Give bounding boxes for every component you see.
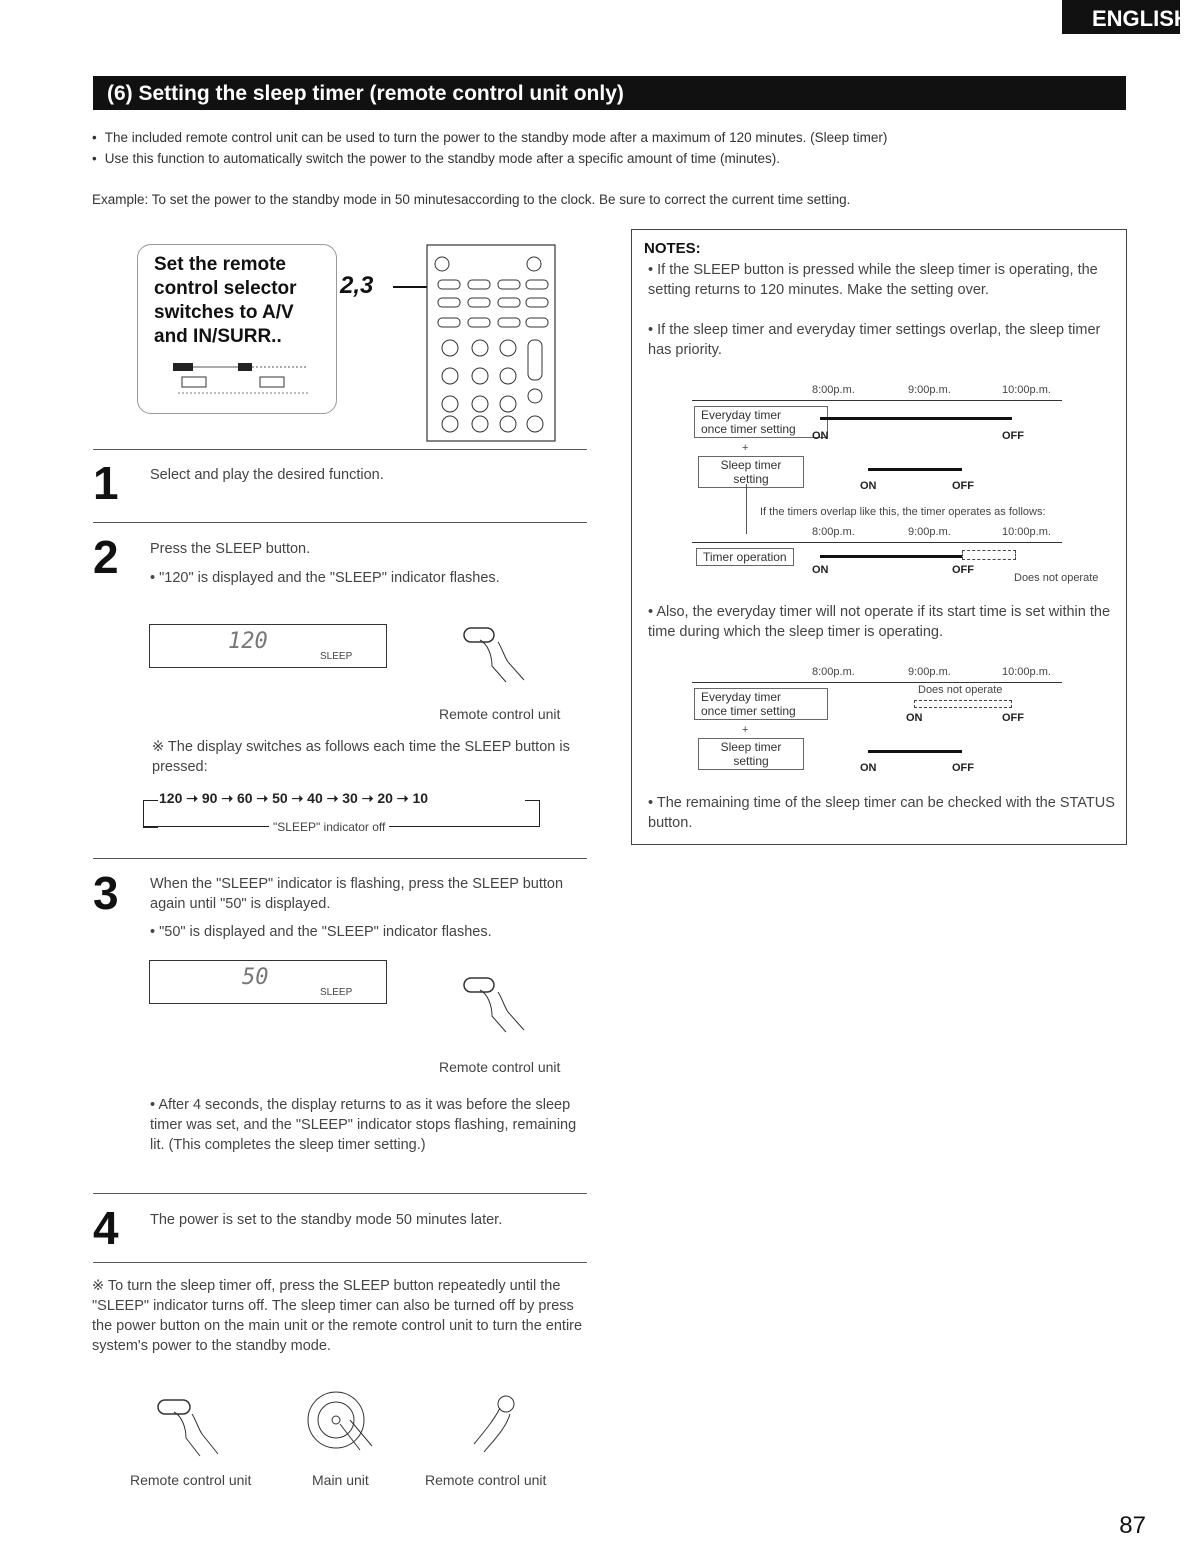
selector-line: control selector <box>154 278 297 299</box>
step-after-note: • After 4 seconds, the display returns to as it was before the sleep timer was set, and the "SLEEP" indicator stops flashing, remaining lit. (This completes the sleep timer setting.) <box>150 1097 577 1153</box>
step-number: 3 <box>93 867 119 919</box>
display-value: 50 <box>242 965 269 990</box>
sleep-indicator: SLEEP <box>320 651 353 662</box>
time-label: 9:00p.m. <box>908 666 951 678</box>
step-text: The power is set to the standby mode 50 minutes later. <box>150 1212 503 1228</box>
divider <box>93 1193 587 1194</box>
time-label: 10:00p.m. <box>1002 384 1051 396</box>
on-label: ON <box>906 712 923 724</box>
sleep-indicator: SLEEP <box>320 987 353 998</box>
time-label: 10:00p.m. <box>1002 526 1051 538</box>
everyday-timer-tag: Everyday timer once timer setting <box>694 406 828 438</box>
time-label: 8:00p.m. <box>812 526 855 538</box>
notes-bullet: • If the sleep timer and everyday timer settings overlap, the sleep timer has priority. <box>648 322 1101 358</box>
off-button-press-icon <box>460 1392 530 1462</box>
does-not-operate-label: Does not operate <box>918 684 1003 696</box>
callout-label: 2,3 <box>340 272 374 299</box>
display-panel <box>149 624 387 668</box>
operation-bar <box>820 555 962 558</box>
cancelled-segment <box>914 700 1012 708</box>
sequence-value: 30 <box>342 790 358 806</box>
notes-bullet: • Also, the everyday timer will not operate if its start time is set within the time during which the sleep timer is operating. <box>648 604 1111 640</box>
sequence-value: 40 <box>307 790 323 806</box>
sleep-timer-bar <box>868 750 962 753</box>
step-bullet: • "50" is displayed and the "SLEEP" indicator flashes. <box>150 924 492 940</box>
sequence-value: 20 <box>377 790 393 806</box>
selector-box <box>137 244 337 414</box>
step-text: Select and play the desired function. <box>150 467 384 483</box>
selector-line: switches to A/V <box>154 302 294 323</box>
sleep-button-press-icon <box>150 1392 230 1462</box>
everyday-blocked-diagram: 8:00p.m. 9:00p.m. 10:00p.m. Everyday timer once timer setting Does not operate ON OFF + Sleep timer setting ON OFF <box>632 662 1126 782</box>
notes-heading: NOTES: <box>644 240 701 257</box>
sleep-sequence: 120 ➝ 90 ➝ 60 ➝ 50 ➝ 40 ➝ 30 ➝ 20 ➝ 10 "SLEEP" indicator off <box>143 790 539 832</box>
notes-bullet: • If the SLEEP button is pressed while the sleep timer is operating, the setting returns to 120 minutes. Make the setting over. <box>648 262 1098 298</box>
sequence-value: 120 <box>159 790 183 806</box>
off-label: OFF <box>952 480 974 492</box>
bottom-caption: Remote control unit <box>130 1472 252 1488</box>
sequence-off-label: "SLEEP" indicator off <box>269 820 389 834</box>
everyday-timer-bar <box>820 417 1012 420</box>
divider <box>93 522 587 523</box>
intro-bullet: • The included remote control unit can be used to turn the power to the standby mode after a maximum of 120 minutes. (Sleep timer) <box>92 130 888 145</box>
language-tab: ENGLISH <box>1062 0 1180 34</box>
off-label: OFF <box>952 762 974 774</box>
overlap-text: If the timers overlap like this, the timer operates as follows: <box>760 506 1046 518</box>
on-label: ON <box>812 564 829 576</box>
step-text: When the "SLEEP" indicator is flashing, press the SLEEP button again until "50" is displayed. <box>150 876 564 912</box>
step-bullet: • "120" is displayed and the "SLEEP" indicator flashes. <box>150 570 500 586</box>
footnote: ※ To turn the sleep timer off, press the SLEEP button repeatedly until the "SLEEP" indicator turns off. The sleep timer can also be turned off by press the power button on the main unit or the remote control unit to turn the entire system's power to the standby mode. <box>92 1278 583 1354</box>
page-number: 87 <box>1119 1512 1146 1539</box>
on-label: ON <box>860 480 877 492</box>
display-caption: Remote control unit <box>439 1059 561 1075</box>
notes-panel <box>631 229 1127 845</box>
selector-switch-illustration <box>168 357 318 401</box>
power-button-press-icon <box>300 1384 380 1464</box>
divider <box>93 1262 587 1263</box>
sleep-button-press-icon <box>458 972 528 1034</box>
time-label: 10:00p.m. <box>1002 666 1051 678</box>
sleep-button-press-icon <box>458 622 528 684</box>
display-switch-note: ※ The display switches as follows each time the SLEEP button is pressed: <box>152 739 570 775</box>
on-label: ON <box>812 430 829 442</box>
display-value: 120 <box>228 629 268 654</box>
remote-control-illustration <box>426 244 556 440</box>
selector-line: and IN/SURR.. <box>154 326 282 347</box>
divider <box>93 858 587 859</box>
display-caption: Remote control unit <box>439 706 561 722</box>
display-panel <box>149 960 387 1004</box>
on-label: ON <box>860 762 877 774</box>
off-label: OFF <box>1002 712 1024 724</box>
sequence-value: 10 <box>412 790 429 806</box>
time-label: 8:00p.m. <box>812 666 855 678</box>
time-label: 9:00p.m. <box>908 526 951 538</box>
sleep-timer-tag: Sleep timer setting <box>698 456 804 488</box>
step-text: Press the SLEEP button. <box>150 541 311 557</box>
bottom-caption: Remote control unit <box>425 1472 547 1488</box>
step-number: 4 <box>93 1202 119 1254</box>
cancelled-segment <box>962 550 1016 560</box>
step-number: 1 <box>93 457 119 509</box>
sleep-timer-tag: Sleep timer setting <box>698 738 804 770</box>
sleep-timer-bar <box>868 468 962 471</box>
notes-bullet: • The remaining time of the sleep timer can be checked with the STATUS button. <box>648 795 1115 831</box>
step-number: 2 <box>93 531 119 583</box>
sequence-value: 50 <box>272 790 288 806</box>
example-text: Example: To set the power to the standby mode in 50 minutesaccording to the clock. Be sure to correct the current time setting. <box>92 192 851 207</box>
sequence-value: 60 <box>236 790 253 806</box>
selector-line: Set the remote <box>154 254 286 275</box>
timer-operation-tag: Timer operation <box>696 548 794 566</box>
overlap-diagram: 8:00p.m. 9:00p.m. 10:00p.m. Everyday timer once timer setting ON OFF + Sleep timer setting ON OFF If the timers overlap like this, the timer operates as follows: 8:00p.m. 9:00p.m. 10:00p.m. Timer operation ON OFF Does not operate <box>632 380 1126 590</box>
off-label: OFF <box>952 564 974 576</box>
time-label: 9:00p.m. <box>908 384 951 396</box>
time-label: 8:00p.m. <box>812 384 855 396</box>
everyday-timer-tag: Everyday timer once timer setting <box>694 688 828 720</box>
off-label: OFF <box>1002 430 1024 442</box>
bottom-caption: Main unit <box>312 1472 369 1488</box>
section-title: (6) Setting the sleep timer (remote control unit only) <box>93 76 1126 110</box>
divider <box>93 449 587 450</box>
intro-bullet: • Use this function to automatically switch the power to the standby mode after a specific amount of time (minutes). <box>92 151 781 166</box>
does-not-operate-label: Does not operate <box>1014 572 1099 584</box>
sequence-value: 90 <box>201 790 218 806</box>
